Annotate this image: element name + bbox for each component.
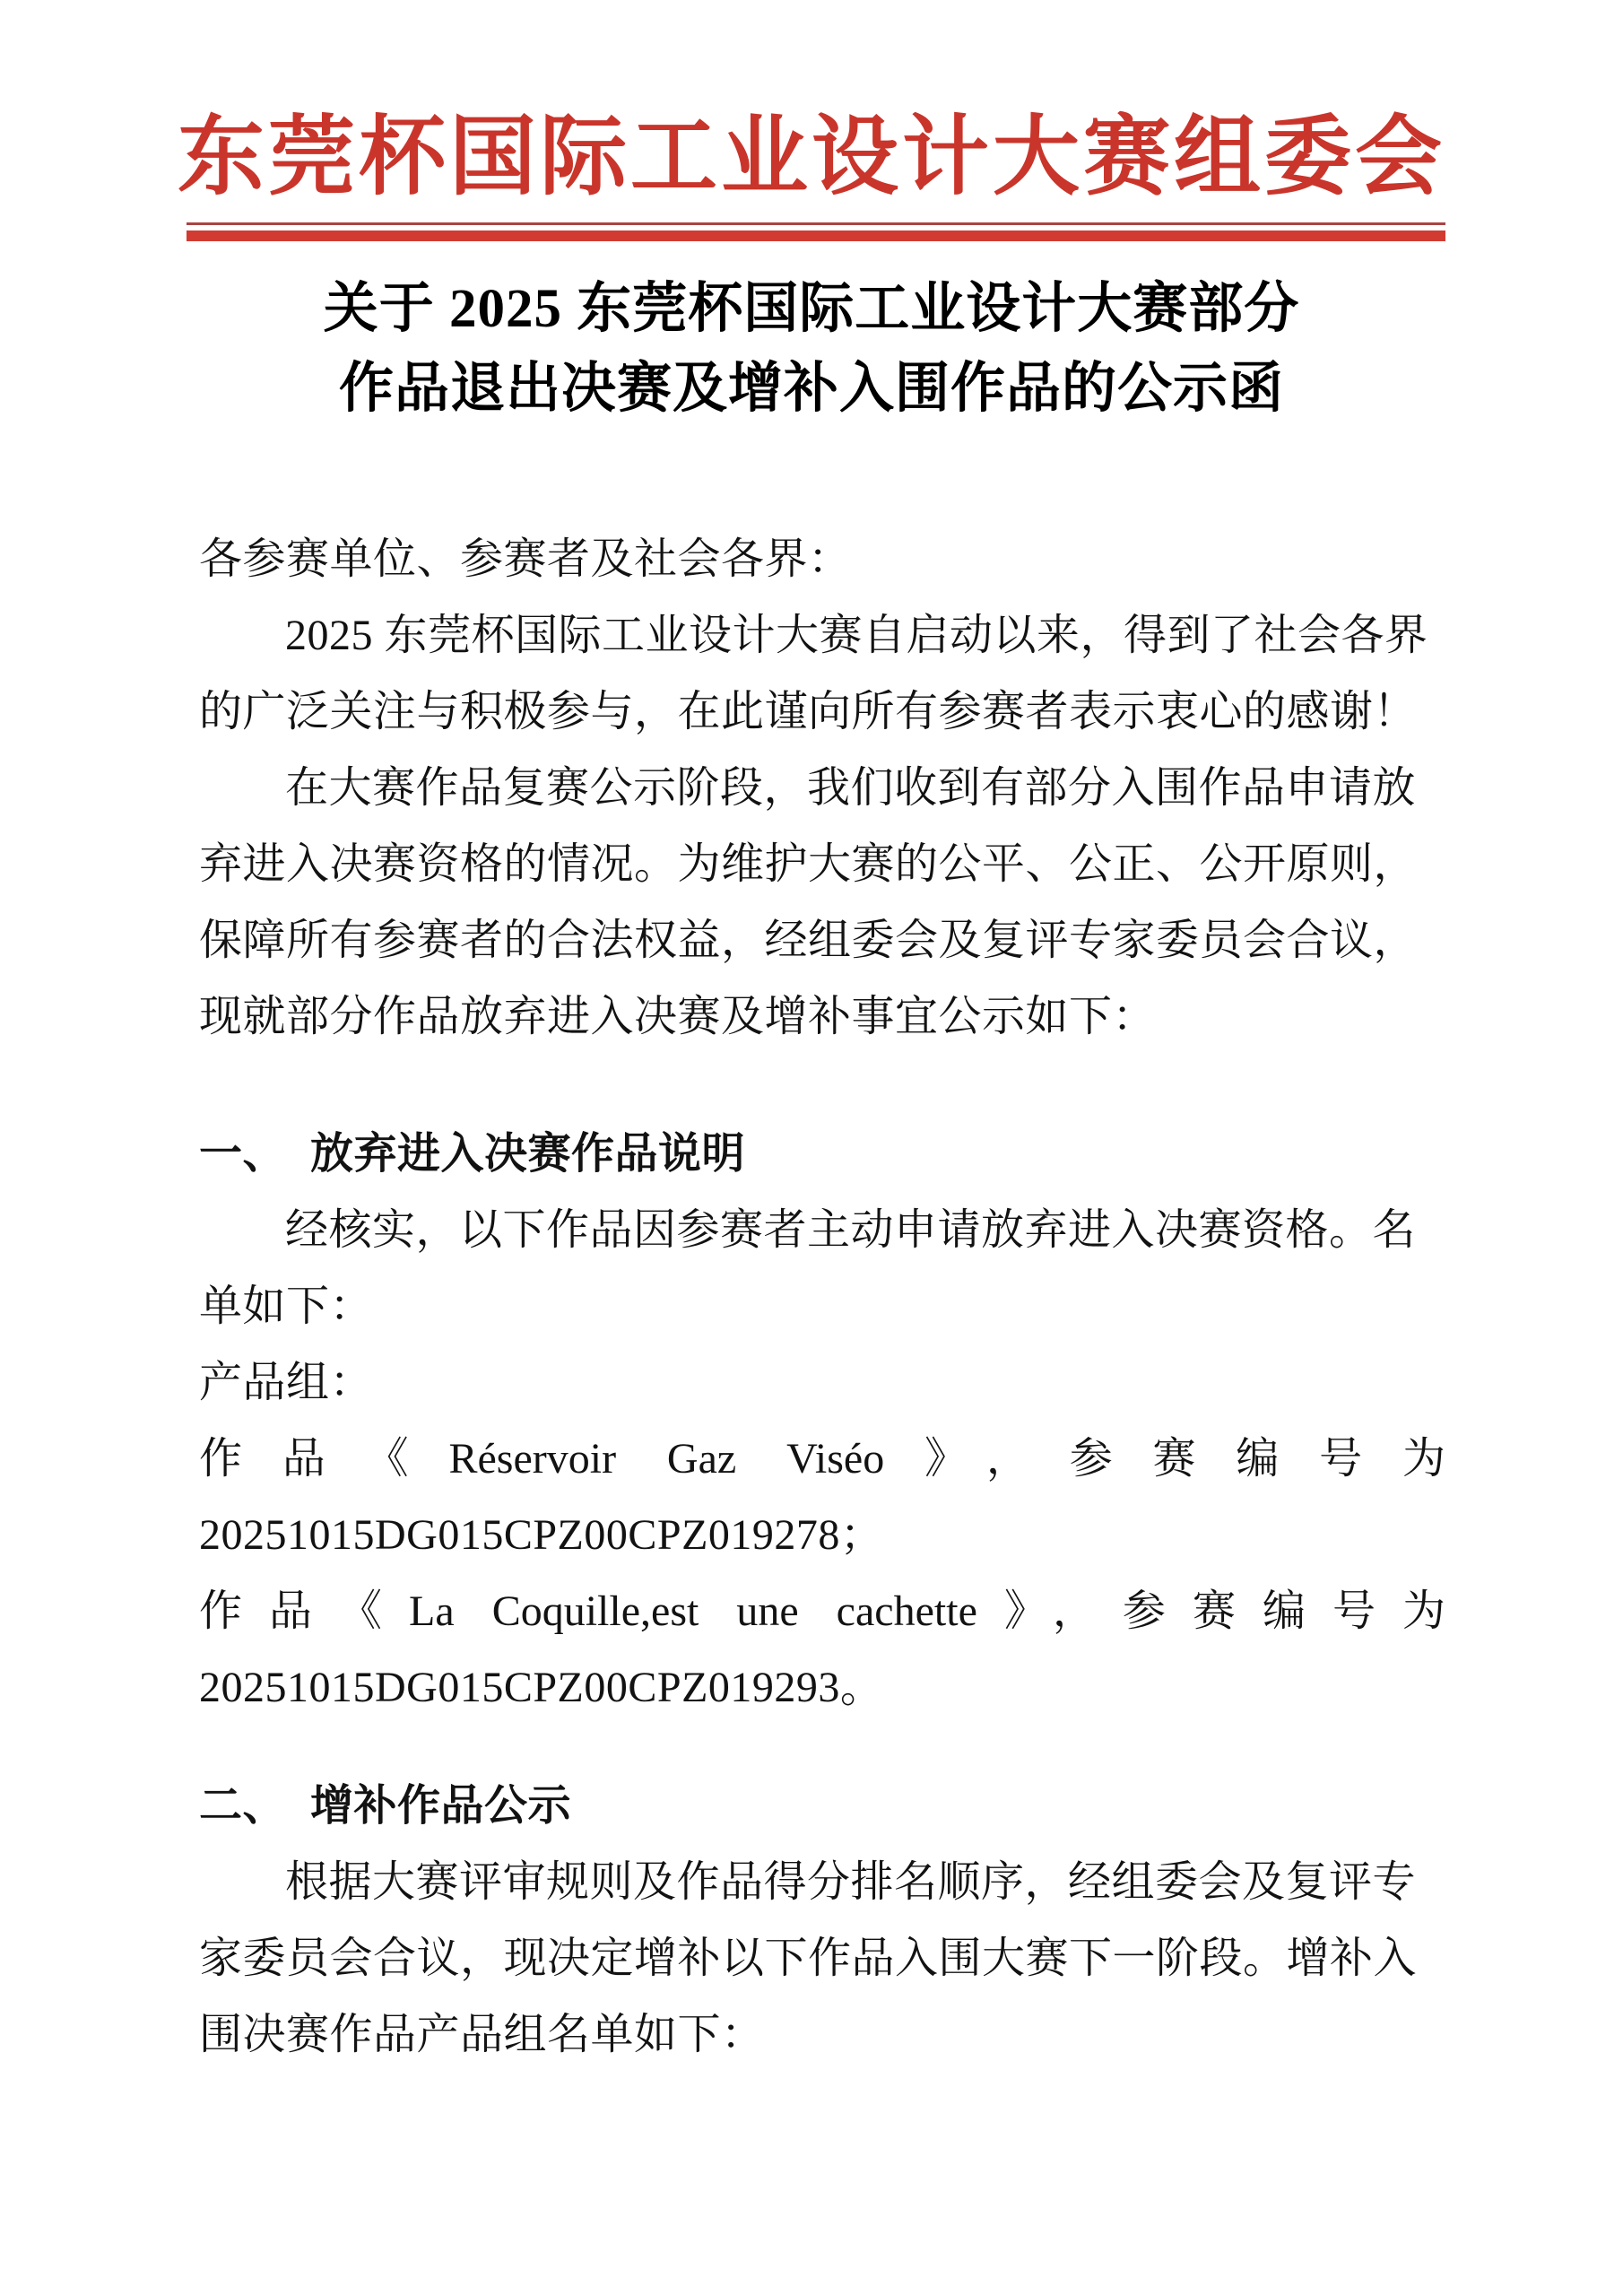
section-1-heading — [199, 1116, 1445, 1192]
section-1-label: 放弃进入决赛作品说明 — [310, 1130, 746, 1178]
body-line: 2025 东莞杯国际工业设计大赛自启动以来，得到了社会各界 — [285, 612, 1428, 659]
letterhead-rule-thick — [187, 230, 1445, 241]
body-line: 经核实，以下作品因参赛者主动申请放弃进入决赛资格。名 — [285, 1206, 1417, 1254]
document-title-line1: 关于 2025 东莞杯国际工业设计大赛部分 — [323, 279, 1300, 339]
body-line: 弃进入决赛资格的情况。为维护大赛的公平、公正、公开原则， — [199, 840, 1418, 888]
body-line: 现就部分作品放弃进入决赛及增补事宜公示如下： — [199, 993, 1157, 1040]
entry-title-line: 作品《Réservoir Gaz Viséo》，参赛编号为 — [199, 1435, 1445, 1483]
body-line: 的广泛关注与积极参与，在此谨向所有参赛者表示衷心的感谢！ — [199, 688, 1418, 735]
salutation-line: 各参赛单位、参赛者及社会各界： — [199, 535, 852, 583]
body-line: 围决赛作品产品组名单如下： — [199, 2011, 765, 2058]
group-label-line: 产品组： — [199, 1359, 374, 1406]
document-title — [0, 269, 1623, 429]
body-line: 根据大赛评审规则及作品得分排名顺序，经组委会及复评专 — [285, 1858, 1417, 1906]
letterhead-title: 东莞杯国际工业设计大赛组委会 — [178, 109, 1445, 205]
body-line: 单如下： — [199, 1283, 374, 1330]
entry-number-line: 20251015DG015CPZ00CPZ019293。 — [199, 1664, 884, 1711]
body-line: 保障所有参赛者的合法权益，经组委会及复评专家委员会合议， — [199, 917, 1418, 964]
letterhead-rule-thin — [187, 222, 1445, 225]
entry-title-line: 作品《La Coquille,est une cachette》，参赛编号为 — [199, 1587, 1445, 1635]
body-line: 在大赛作品复赛公示阶段，我们收到有部分入围作品申请放 — [285, 764, 1417, 812]
section-spacer — [199, 1055, 1445, 1116]
body-line: 家委员会合议，现决定增补以下作品入围大赛下一阶段。增补入 — [199, 1935, 1418, 1982]
section-2-label: 增补作品公示 — [310, 1782, 572, 1830]
entry-number-line: 20251015DG015CPZ00CPZ019278； — [199, 1511, 884, 1559]
section-spacer — [199, 1726, 1445, 1768]
document-title-line2: 作品退出决赛及增补入围作品的公示函 — [338, 359, 1284, 419]
section-2-heading — [199, 1768, 1445, 1844]
section-1-number: 一、 — [199, 1130, 287, 1178]
section-2-number: 二、 — [199, 1782, 287, 1830]
document-body — [199, 521, 1445, 2073]
